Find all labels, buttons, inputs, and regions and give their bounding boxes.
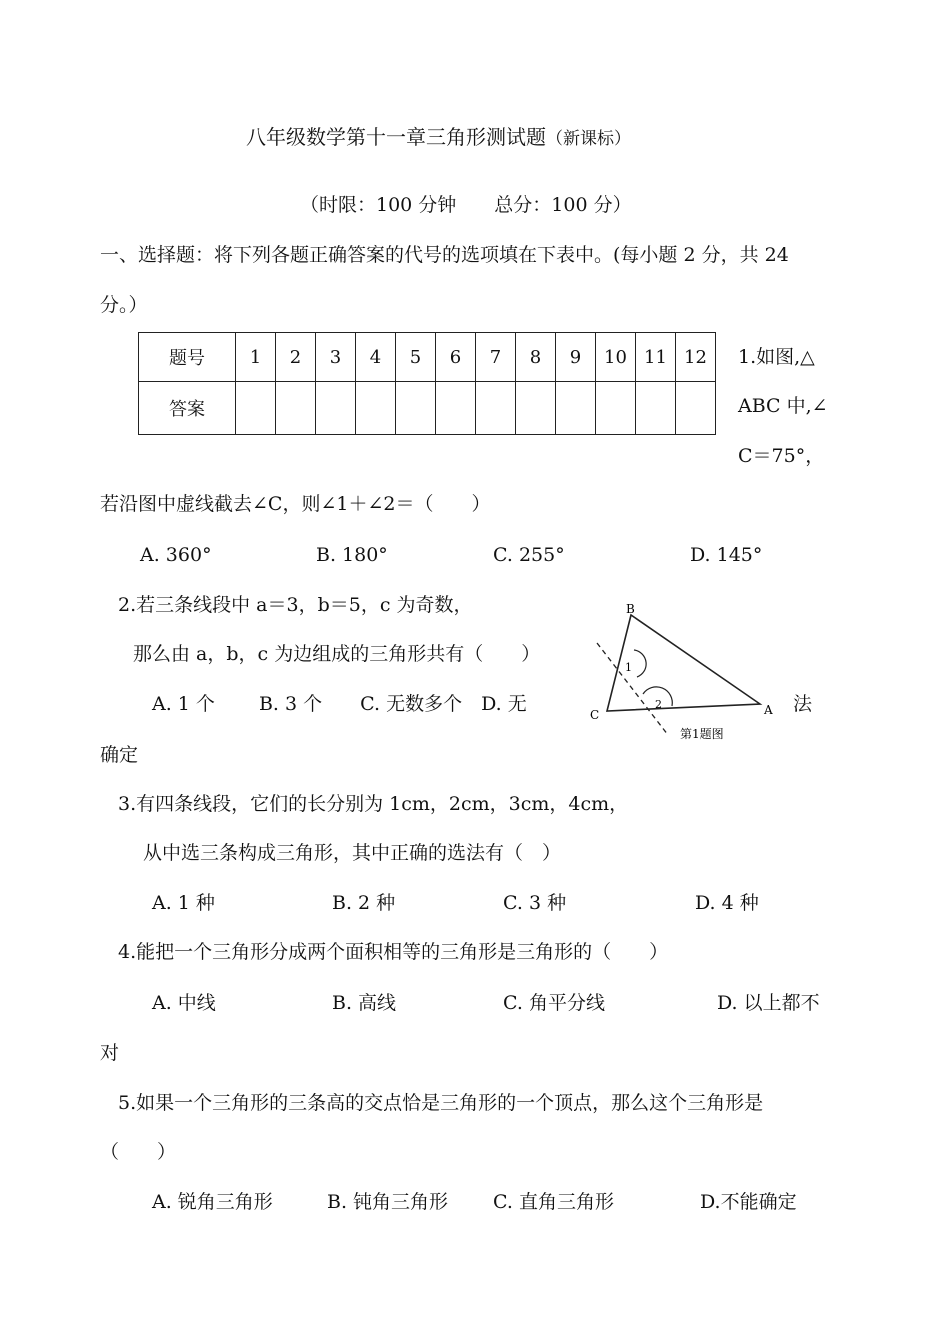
table-cell-number: 1: [236, 333, 276, 382]
answer-cell[interactable]: [236, 382, 276, 435]
answer-cell[interactable]: [516, 382, 556, 435]
q1-stem: 若沿图中虚线截去∠C，则∠1＋∠2＝（ ）: [100, 493, 491, 515]
q1-option-c: C. 255°: [493, 544, 565, 566]
vertex-label-a: A: [764, 703, 773, 717]
q1-side-1: 1.如图,△: [738, 346, 815, 368]
q4-option-b: B. 高线: [332, 992, 397, 1014]
table-cell-number: 3: [316, 333, 356, 382]
q1-side-3: C＝75°，: [738, 445, 825, 467]
table-cell-number: 12: [676, 333, 716, 382]
answer-cell[interactable]: [476, 382, 516, 435]
q4-option-c: C. 角平分线: [503, 992, 605, 1014]
answer-cell[interactable]: [596, 382, 636, 435]
answer-cell[interactable]: [556, 382, 596, 435]
table-row-numbers: [139, 333, 716, 382]
q4-option-a: A. 中线: [152, 992, 216, 1014]
vertex-label-b: B: [626, 602, 635, 616]
q4-option-d: D. 以上都不: [717, 992, 820, 1014]
answer-table: [138, 332, 716, 435]
table-cell-number: 10: [596, 333, 636, 382]
table-cell-number: 7: [476, 333, 516, 382]
q5-option-d: D.不能确定: [700, 1191, 797, 1213]
q5-stem: 5.如果一个三角形的三条高的交点恰是三角形的一个顶点，那么这个三角形是: [118, 1092, 764, 1114]
table-cell-number: 4: [356, 333, 396, 382]
table-cell-number: 5: [396, 333, 436, 382]
q1-option-a: A. 360°: [140, 544, 212, 566]
table-answer-label: 答案: [139, 382, 236, 435]
exam-meta: （时限：100 分钟 总分：100 分）: [300, 194, 632, 216]
q2-line-1: 2.若三条线段中 a＝3，b＝5，c 为奇数，: [118, 594, 473, 616]
answer-cell[interactable]: [316, 382, 356, 435]
angle-label-2: 2: [655, 698, 662, 711]
q1-option-d: D. 145°: [690, 544, 763, 566]
q5-option-c: C. 直角三角形: [493, 1191, 614, 1213]
q3-option-b: B. 2 种: [332, 892, 396, 914]
q3-option-a: A. 1 种: [152, 892, 215, 914]
table-row-answers: [139, 382, 716, 435]
title-main: 八年级数学第十一章三角形测试题: [246, 125, 546, 149]
answer-cell[interactable]: [436, 382, 476, 435]
vertex-label-c: C: [590, 708, 600, 722]
table-cell-number: 11: [636, 333, 676, 382]
title-suffix: （新课标）: [546, 129, 631, 149]
figure-caption: 第1题图: [680, 727, 724, 741]
table-cell-number: 2: [276, 333, 316, 382]
section-instruction-2: 分。）: [100, 294, 148, 316]
answer-cell[interactable]: [356, 382, 396, 435]
q2-line-2: 那么由 a，b，c 为边组成的三角形共有（ ）: [133, 643, 541, 665]
q4-wrap: 对: [100, 1042, 120, 1064]
q3-line-1: 3.有四条线段，它们的长分别为 1cm，2cm，3cm，4cm，: [118, 793, 629, 815]
answer-cell[interactable]: [676, 382, 716, 435]
q2-wrap-next: 确定: [100, 744, 139, 766]
section-instruction-1: 一、选择题：将下列各题正确答案的代号的选项填在下表中。(每小题 2 分，共 24: [100, 244, 789, 266]
table-header-label: 题号: [139, 333, 236, 382]
q2-options: A. 1 个 B. 3 个 C. 无数多个 D. 无: [152, 693, 527, 715]
q1-side-2: ABC 中,∠: [738, 395, 828, 417]
q5-option-b: B. 钝角三角形: [327, 1191, 449, 1213]
q3-line-2: 从中选三条构成三角形，其中正确的选法有（ ）: [143, 842, 562, 864]
angle-1-arc: [634, 650, 646, 677]
table-cell-number: 6: [436, 333, 476, 382]
answer-cell[interactable]: [396, 382, 436, 435]
q5-paren: （ ）: [100, 1141, 177, 1163]
page-title: [246, 125, 631, 151]
table-cell-number: 8: [516, 333, 556, 382]
triangle-figure: [580, 595, 790, 745]
angle-label-1: 1: [625, 661, 632, 674]
q3-option-c: C. 3 种: [503, 892, 567, 914]
q2-wrap-end: 法: [793, 693, 813, 715]
answer-cell[interactable]: [636, 382, 676, 435]
q3-option-d: D. 4 种: [695, 892, 759, 914]
table-cell-number: 9: [556, 333, 596, 382]
dashed-cut-line: [597, 643, 668, 735]
q5-option-a: A. 锐角三角形: [152, 1191, 273, 1213]
answer-cell[interactable]: [276, 382, 316, 435]
q1-option-b: B. 180°: [316, 544, 388, 566]
q4-stem: 4.能把一个三角形分成两个面积相等的三角形是三角形的（ ）: [118, 941, 669, 963]
